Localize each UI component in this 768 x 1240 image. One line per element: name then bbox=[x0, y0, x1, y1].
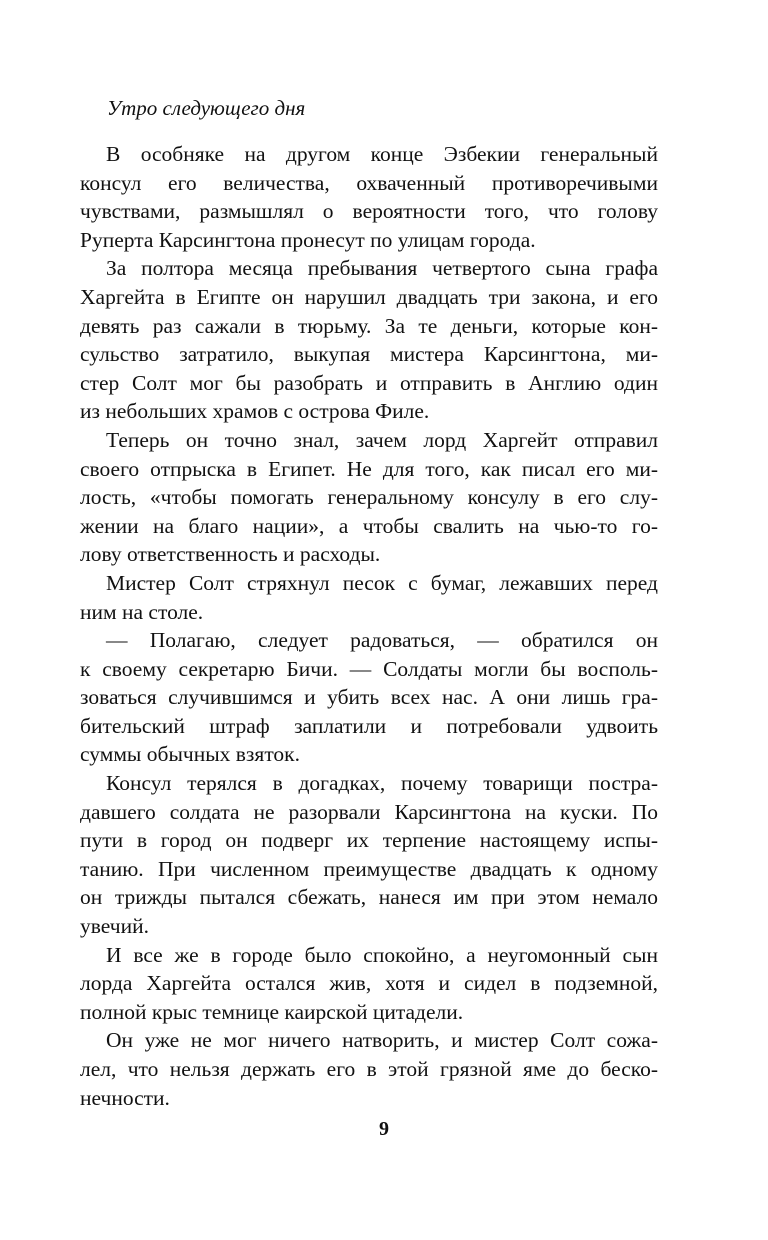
text-line: жении на благо нации», а чтобы свалить на чью-то го- bbox=[80, 513, 658, 538]
text-line: увечий. bbox=[80, 914, 149, 939]
text-line: Он уже не мог ничего натворить, и мистер Солт сожа- bbox=[106, 1028, 658, 1053]
text-line: лорда Харгейта остался жив, хотя и сидел в подземной, bbox=[80, 971, 658, 996]
text-line: Руперта Карсингтона пронесут по улицам города. bbox=[80, 227, 536, 252]
text-line: Консул терялся в догадках, почему товарищи постра- bbox=[106, 771, 658, 796]
text-line: танию. При численном преимуществе двадцать к одному bbox=[80, 856, 658, 881]
text-line: Мистер Солт стряхнул песок с бумаг, лежавших перед bbox=[106, 570, 658, 595]
text-line: давшего солдата не разорвали Карсингтона на куски. По bbox=[80, 799, 658, 824]
page-number: 9 bbox=[379, 1118, 389, 1140]
text-line: суммы обычных взяток. bbox=[80, 742, 300, 767]
paragraph bbox=[80, 626, 658, 769]
text-line: И все же в городе было спокойно, а неугомонный сын bbox=[106, 942, 658, 967]
section-heading: Утро следующего дня bbox=[107, 96, 306, 120]
body-text bbox=[80, 140, 658, 1112]
text-line: — Полагаю, следует радоваться, — обратился он bbox=[106, 628, 658, 653]
text-line: стер Солт мог бы разобрать и отправить в Англию один bbox=[80, 370, 658, 395]
text-line: В особняке на другом конце Эзбекии генеральный bbox=[106, 142, 658, 166]
text-line: За полтора месяца пребывания четвертого сына графа bbox=[106, 256, 658, 281]
paragraph bbox=[80, 569, 658, 626]
text-line: он трижды пытался сбежать, нанеся им при этом немало bbox=[80, 885, 658, 910]
text-line: нечности. bbox=[80, 1085, 170, 1110]
text-line: Харгейта в Египте он нарушил двадцать три закона, и его bbox=[80, 284, 658, 309]
text-line: зоваться случившимся и убить всех нас. А они лишь гра- bbox=[80, 685, 658, 710]
text-line: лость, «чтобы помогать генеральному консулу в его слу- bbox=[80, 485, 658, 510]
text-line: ним на столе. bbox=[80, 599, 204, 624]
paragraph bbox=[80, 941, 658, 1027]
text-line: пути в город он подверг их терпение настоящему испы- bbox=[80, 828, 658, 853]
paragraph bbox=[80, 1026, 658, 1112]
paragraph bbox=[80, 140, 658, 254]
text-line: бительский штраф заплатили и потребовали удвоить bbox=[80, 713, 658, 738]
paragraph bbox=[80, 769, 658, 941]
text-line: своего отпрыска в Египет. Не для того, как писал его ми- bbox=[80, 456, 658, 481]
text-line: лову ответственность и расходы. bbox=[80, 542, 381, 567]
text-line: лел, что нельзя держать его в этой грязной яме до беско- bbox=[80, 1057, 658, 1081]
text-line: Теперь он точно знал, зачем лорд Харгейт отправил bbox=[106, 427, 658, 452]
text-line: чувствами, размышлял о вероятности того, что голову bbox=[80, 199, 658, 224]
text-line: к своему секретарю Бичи. — Солдаты могли бы восполь- bbox=[80, 656, 658, 681]
paragraph bbox=[80, 426, 658, 569]
paragraph bbox=[80, 254, 658, 426]
text-line: консул его величества, охваченный противоречивыми bbox=[80, 170, 658, 195]
text-line: полной крыс темнице каирской цитадели. bbox=[80, 999, 464, 1024]
text-line: сульство затратило, выкупая мистера Карсингтона, ми- bbox=[80, 342, 658, 367]
text-line: девять раз сажали в тюрьму. За те деньги, которые кон- bbox=[80, 313, 658, 338]
text-line: из небольших храмов с острова Филе. bbox=[80, 399, 430, 424]
